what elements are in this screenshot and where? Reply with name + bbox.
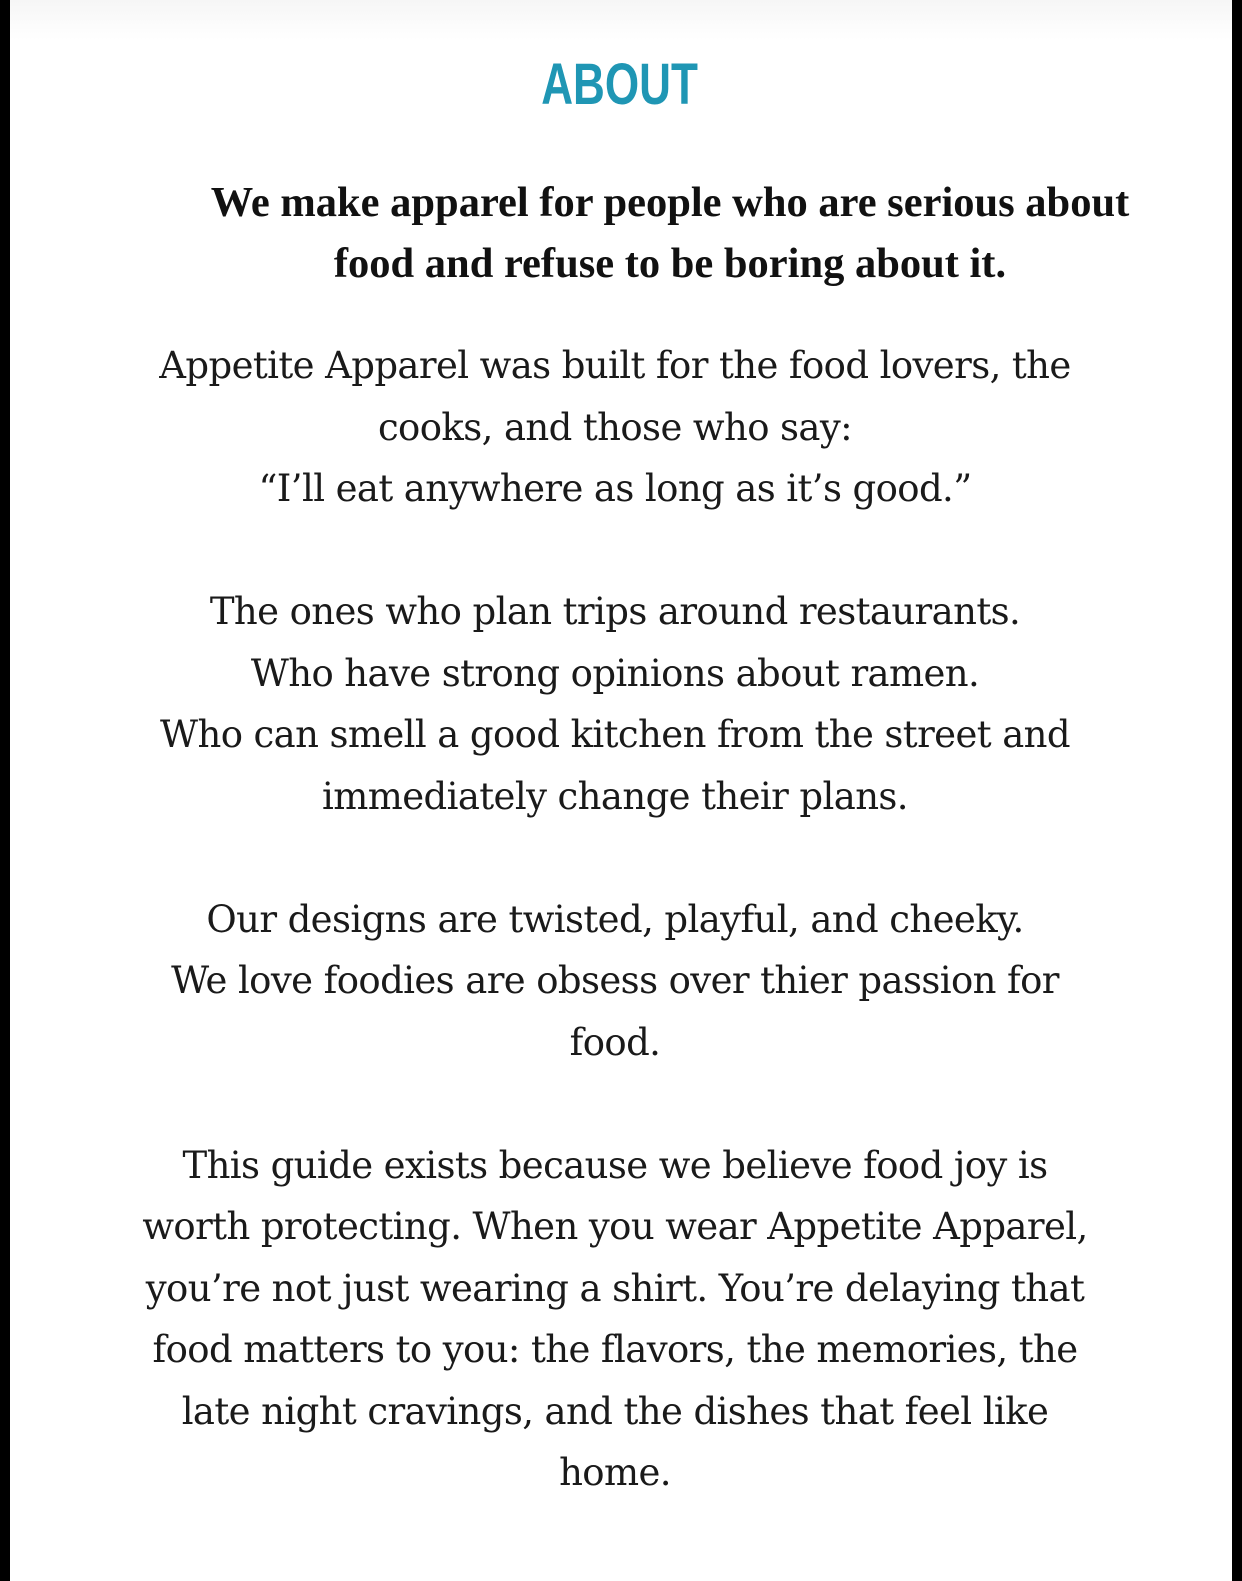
top-fade <box>10 0 1232 40</box>
paragraph-line: We love foodies are obsess over thier passion for <box>171 959 1059 1002</box>
paragraph-line: immediately change their plans. <box>322 774 908 818</box>
tagline-line: We make apparel for people who are serious about <box>210 179 1130 226</box>
paragraph-line: late night cravings, and the dishes that feel like <box>181 1389 1049 1433</box>
about-page <box>10 0 1232 1581</box>
about-body <box>70 335 1160 1504</box>
paragraph-line: you’re not just wearing a shirt. You’re delaying that <box>145 1266 1085 1310</box>
paragraph-line: The ones who plan trips around restaurants. <box>209 590 1021 633</box>
paragraph-line: cooks, and those who say: <box>377 405 853 449</box>
paragraph-line: Who have strong opinions about ramen. <box>250 651 980 695</box>
paragraph-designs <box>70 889 1160 1074</box>
paragraph-line: home. <box>559 1451 671 1494</box>
paragraph-line: Who can smell a good kitchen from the street and <box>160 713 1070 756</box>
paragraph-line: worth protecting. When you wear Appetite Apparel, <box>142 1205 1088 1248</box>
tagline-line: food and refuse to be boring about it. <box>333 240 1007 287</box>
paragraph-line: food matters to you: the flavors, the memories, the <box>152 1328 1078 1371</box>
paragraph-intro <box>70 335 1160 520</box>
about-heading: ABOUT <box>541 52 698 117</box>
paragraph-line: This guide exists because we believe food joy is <box>182 1143 1048 1187</box>
paragraph-line: Our designs are twisted, playful, and cheeky. <box>206 897 1024 941</box>
paragraph-guide <box>70 1135 1160 1504</box>
paragraph-food-lovers <box>70 581 1160 827</box>
paragraph-line: Appetite Apparel was built for the food lovers, the <box>159 344 1071 387</box>
paragraph-line: food. <box>569 1020 661 1064</box>
tagline <box>120 172 1220 294</box>
paragraph-line: “I’ll eat anywhere as long as it’s good.” <box>258 467 972 510</box>
